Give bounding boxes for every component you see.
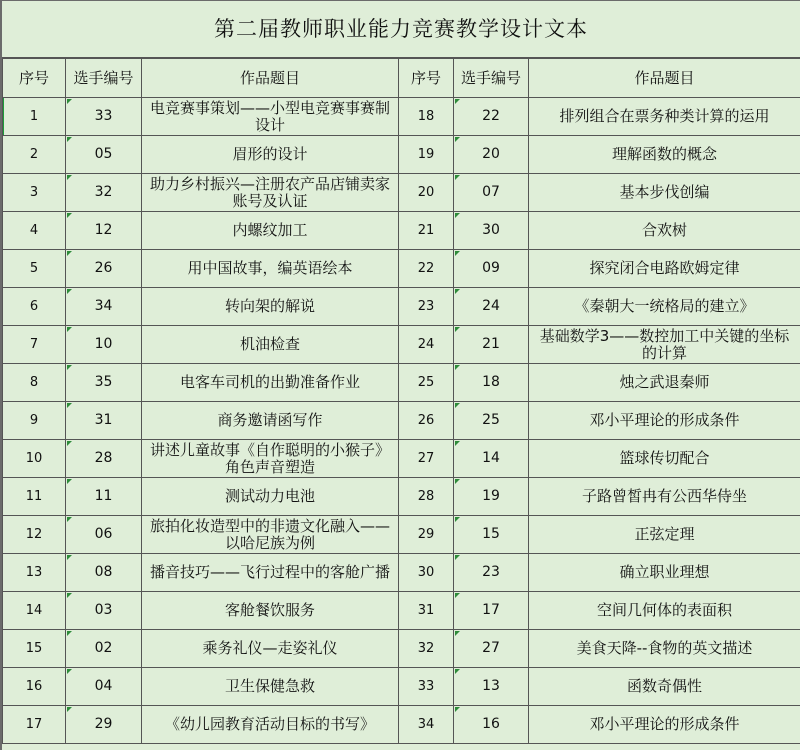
row-index-cell[interactable]: 11 xyxy=(3,478,66,516)
work-title-cell[interactable]: 用中国故事，编英语绘本 xyxy=(142,250,399,288)
row-index-cell[interactable]: 30 xyxy=(399,554,454,592)
contestant-id-cell[interactable]: 35 xyxy=(66,364,142,402)
row-index-cell[interactable]: 4 xyxy=(3,212,66,250)
contestant-id-cell[interactable]: 23 xyxy=(454,554,529,592)
work-title-cell[interactable]: 函数奇偶性 xyxy=(529,668,800,706)
table-row xyxy=(3,516,800,554)
row-index-cell[interactable]: 20 xyxy=(399,174,454,212)
contestant-id-cell[interactable]: 24 xyxy=(454,288,529,326)
table-row xyxy=(3,136,800,174)
header-cell[interactable]: 作品题目 xyxy=(529,59,800,98)
contestant-id-cell[interactable]: 10 xyxy=(66,326,142,364)
row-index-cell[interactable]: 16 xyxy=(3,668,66,706)
work-title-cell[interactable]: 理解函数的概念 xyxy=(529,136,800,174)
contestant-id-cell[interactable]: 13 xyxy=(454,668,529,706)
row-index-cell[interactable]: 19 xyxy=(399,136,454,174)
contestant-id-cell[interactable]: 03 xyxy=(66,592,142,630)
table-row xyxy=(3,668,800,706)
contestant-id-cell[interactable]: 18 xyxy=(454,364,529,402)
work-title-cell[interactable]: 排列组合在票务种类计算的运用 xyxy=(529,98,800,136)
work-title-cell[interactable]: 基础数学3——数控加工中关键的坐标的计算 xyxy=(529,326,800,364)
work-title-cell[interactable]: 旅拍化妆造型中的非遗文化融入——以哈尼族为例 xyxy=(142,516,399,554)
work-title-cell[interactable]: 烛之武退秦师 xyxy=(529,364,800,402)
contestant-id-cell[interactable]: 11 xyxy=(66,478,142,516)
work-title-cell[interactable]: 合欢树 xyxy=(529,212,800,250)
row-index-cell[interactable]: 13 xyxy=(3,554,66,592)
work-title-cell[interactable]: 乘务礼仪—走姿礼仪 xyxy=(142,630,399,668)
work-title-cell[interactable]: 转向架的解说 xyxy=(142,288,399,326)
table-row xyxy=(3,250,800,288)
row-index-cell[interactable]: 21 xyxy=(399,212,454,250)
row-index-cell[interactable]: 24 xyxy=(399,326,454,364)
work-title-cell[interactable]: 电客车司机的出勤准备作业 xyxy=(142,364,399,402)
work-title-cell[interactable]: 篮球传切配合 xyxy=(529,440,800,478)
work-title-cell[interactable]: 卫生保健急救 xyxy=(142,668,399,706)
contestant-id-cell[interactable]: 30 xyxy=(454,212,529,250)
row-index-cell[interactable]: 3 xyxy=(3,174,66,212)
table-row xyxy=(3,478,800,516)
row-index-cell[interactable]: 33 xyxy=(399,668,454,706)
row-index-cell[interactable]: 18 xyxy=(399,98,454,136)
work-title-cell[interactable]: 客舱餐饮服务 xyxy=(142,592,399,630)
contestant-id-cell[interactable]: 22 xyxy=(454,98,529,136)
row-index-cell[interactable]: 29 xyxy=(399,516,454,554)
work-title-cell[interactable]: 《幼儿园教育活动目标的书写》 xyxy=(142,706,399,744)
row-index-cell[interactable]: 9 xyxy=(3,402,66,440)
table-row xyxy=(3,706,800,744)
contestant-id-cell[interactable]: 06 xyxy=(66,516,142,554)
row-index-cell[interactable]: 22 xyxy=(399,250,454,288)
work-title-cell[interactable]: 助力乡村振兴—注册农产品店铺卖家账号及认证 xyxy=(142,174,399,212)
contestant-id-cell[interactable]: 27 xyxy=(454,630,529,668)
header-cell[interactable]: 选手编号 xyxy=(66,59,142,98)
header-cell[interactable]: 序号 xyxy=(3,59,66,98)
row-index-cell[interactable]: 32 xyxy=(399,630,454,668)
header-cell[interactable]: 作品题目 xyxy=(142,59,399,98)
contestant-id-cell[interactable]: 19 xyxy=(454,478,529,516)
work-title-cell[interactable]: 商务邀请函写作 xyxy=(142,402,399,440)
work-title-cell[interactable]: 电竞赛事策划——小型电竞赛事赛制设计 xyxy=(142,98,399,136)
contestant-id-cell[interactable]: 14 xyxy=(454,440,529,478)
contestant-id-cell[interactable]: 17 xyxy=(454,592,529,630)
table-row xyxy=(3,212,800,250)
row-index-cell[interactable]: 27 xyxy=(399,440,454,478)
table-row xyxy=(3,592,800,630)
row-index-cell[interactable]: 23 xyxy=(399,288,454,326)
work-title-cell[interactable]: 空间几何体的表面积 xyxy=(529,592,800,630)
contestant-id-cell[interactable]: 25 xyxy=(454,402,529,440)
work-title-cell[interactable]: 探究闭合电路欧姆定律 xyxy=(529,250,800,288)
row-index-cell[interactable]: 2 xyxy=(3,136,66,174)
work-title-cell[interactable]: 邓小平理论的形成条件 xyxy=(529,402,800,440)
row-index-cell[interactable]: 34 xyxy=(399,706,454,744)
table-row xyxy=(3,554,800,592)
contestant-id-cell[interactable]: 33 xyxy=(66,98,142,136)
row-index-cell[interactable]: 6 xyxy=(3,288,66,326)
contestant-id-cell[interactable]: 04 xyxy=(66,668,142,706)
row-index-cell[interactable]: 14 xyxy=(3,592,66,630)
contestant-id-cell[interactable]: 09 xyxy=(454,250,529,288)
row-index-cell[interactable]: 10 xyxy=(3,440,66,478)
row-index-cell[interactable]: 17 xyxy=(3,706,66,744)
contestant-id-cell[interactable]: 15 xyxy=(454,516,529,554)
row-index-cell[interactable]: 12 xyxy=(3,516,66,554)
row-index-cell[interactable]: 15 xyxy=(3,630,66,668)
contestant-id-cell[interactable]: 31 xyxy=(66,402,142,440)
header-row xyxy=(3,59,800,98)
work-title-cell[interactable]: 《秦朝大一统格局的建立》 xyxy=(529,288,800,326)
entries-table xyxy=(2,58,800,744)
contestant-id-cell[interactable]: 07 xyxy=(454,174,529,212)
work-title-cell[interactable]: 子路曾皙冉有公西华侍坐 xyxy=(529,478,800,516)
contestant-id-cell[interactable]: 29 xyxy=(66,706,142,744)
work-title-cell[interactable]: 确立职业理想 xyxy=(529,554,800,592)
work-title-cell[interactable]: 邓小平理论的形成条件 xyxy=(529,706,800,744)
table-row xyxy=(3,174,800,212)
work-title-cell[interactable]: 美食天降--食物的英文描述 xyxy=(529,630,800,668)
contestant-id-cell[interactable]: 20 xyxy=(454,136,529,174)
row-index-cell[interactable]: 1 xyxy=(3,98,66,136)
row-index-cell[interactable]: 25 xyxy=(399,364,454,402)
row-index-cell[interactable]: 31 xyxy=(399,592,454,630)
table-row xyxy=(3,288,800,326)
contestant-id-cell[interactable]: 34 xyxy=(66,288,142,326)
work-title-cell[interactable]: 基本步伐创编 xyxy=(529,174,800,212)
contestant-id-cell[interactable]: 32 xyxy=(66,174,142,212)
header-cell[interactable]: 选手编号 xyxy=(454,59,529,98)
work-title-cell[interactable]: 机油检查 xyxy=(142,326,399,364)
row-index-cell[interactable]: 7 xyxy=(3,326,66,364)
sheet-title[interactable]: 第二届教师职业能力竞赛教学设计文本 xyxy=(2,1,800,58)
table-row xyxy=(3,98,800,136)
row-index-cell[interactable]: 5 xyxy=(3,250,66,288)
table-row xyxy=(3,402,800,440)
table-row xyxy=(3,440,800,478)
contestant-id-cell[interactable]: 12 xyxy=(66,212,142,250)
contestant-id-cell[interactable]: 02 xyxy=(66,630,142,668)
contestant-id-cell[interactable]: 08 xyxy=(66,554,142,592)
work-title-cell[interactable]: 播音技巧——飞行过程中的客舱广播 xyxy=(142,554,399,592)
contestant-id-cell[interactable]: 26 xyxy=(66,250,142,288)
contestant-id-cell[interactable]: 21 xyxy=(454,326,529,364)
work-title-cell[interactable]: 眉形的设计 xyxy=(142,136,399,174)
work-title-cell[interactable]: 讲述儿童故事《自作聪明的小猴子》角色声音塑造 xyxy=(142,440,399,478)
work-title-cell[interactable]: 正弦定理 xyxy=(529,516,800,554)
table-row xyxy=(3,630,800,668)
work-title-cell[interactable]: 测试动力电池 xyxy=(142,478,399,516)
row-index-cell[interactable]: 8 xyxy=(3,364,66,402)
row-index-cell[interactable]: 28 xyxy=(399,478,454,516)
table-row xyxy=(3,326,800,364)
contestant-id-cell[interactable]: 28 xyxy=(66,440,142,478)
row-index-cell[interactable]: 26 xyxy=(399,402,454,440)
contestant-id-cell[interactable]: 16 xyxy=(454,706,529,744)
table-row xyxy=(3,364,800,402)
contestant-id-cell[interactable]: 05 xyxy=(66,136,142,174)
header-cell[interactable]: 序号 xyxy=(399,59,454,98)
work-title-cell[interactable]: 内螺纹加工 xyxy=(142,212,399,250)
